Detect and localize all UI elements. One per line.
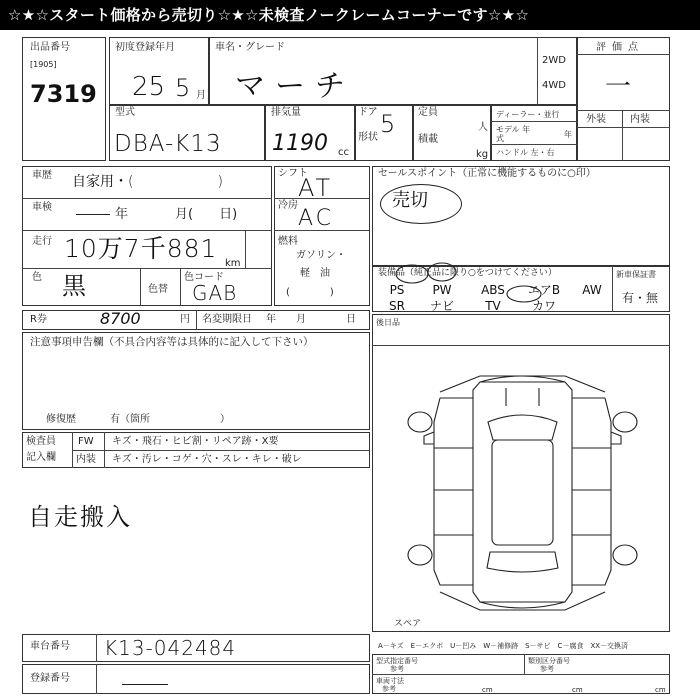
notes-label: 注意事項申告欄（不具合内容等は具体的に記入して下さい） <box>30 336 314 348</box>
history-line-2 <box>22 230 272 231</box>
inspector-label-1: 検査員 <box>26 436 56 447</box>
header-banner: ☆★☆スタート価格から売切り☆★☆未検査ノークレームコーナーです☆★☆ <box>0 0 700 30</box>
equip-item-abs: ABS <box>481 283 505 297</box>
date-day: 日 <box>346 314 356 325</box>
fw-items: キズ・飛石・ヒビ割・リペア跡・X要 <box>112 436 279 447</box>
color-divider-2 <box>180 268 181 306</box>
color-divider <box>140 268 141 306</box>
reg-num-box <box>22 664 370 694</box>
aircon-label: 冷房 <box>278 200 298 211</box>
equip-item-kawa: カワ <box>531 299 556 313</box>
date-month: 月 <box>296 314 306 325</box>
legend-class-ref: 参考 <box>540 665 554 673</box>
equip-item-ps: PS <box>389 283 405 297</box>
paint-label: 色替 <box>148 284 168 295</box>
lot-number: 7319 <box>30 80 97 108</box>
inspection-year: 年 <box>115 207 129 222</box>
year-unit: 年 <box>564 130 572 139</box>
fuel-diesel: 軽 油 <box>300 268 330 279</box>
fuel-other: ( ) <box>286 287 334 298</box>
history-label: 車歴 <box>32 170 52 181</box>
fuel-label: 燃料 <box>278 236 298 247</box>
mileage-value: 10万7千881 <box>64 234 218 263</box>
disp-value: 1190 <box>272 131 328 156</box>
legend-shape: 型式指定番号 <box>376 657 418 665</box>
door-label: ドア <box>358 107 378 118</box>
spare-label: スペア <box>394 619 422 629</box>
inspector-label-2: 記入欄 <box>26 452 56 463</box>
ext-label: 外装 <box>586 114 606 125</box>
inspection-label: 車検 <box>32 202 52 213</box>
repair-value: 有（箇所 ） <box>110 414 230 425</box>
load-label: 積載 <box>418 134 438 145</box>
color-code-value: GAB <box>192 281 238 305</box>
handle-label: ハンドル 左・右 <box>496 148 555 157</box>
chassis-value: K13-042484 <box>104 636 237 660</box>
mileage-label: 走行 <box>32 236 52 247</box>
chassis-divider <box>96 634 97 662</box>
equip-item-airbag: エアB <box>527 283 561 297</box>
legend-cm-1: cm <box>482 686 493 694</box>
drive-2wd: 2WD <box>542 55 566 66</box>
dealer-line <box>491 121 577 122</box>
inspection-month: 月( 日) <box>175 207 238 222</box>
recycle-value: 8700 <box>100 309 141 328</box>
nai-items: キズ・汚レ・コゲ・穴・スレ・キレ・破レ <box>112 454 302 465</box>
legend-dims: 車両寸法 <box>376 677 404 685</box>
legend-class: 類別区分番号 <box>528 657 570 665</box>
rear-label: 後日品 <box>376 318 400 327</box>
disp-label: 排気量 <box>271 107 301 118</box>
drive-divider <box>537 37 538 105</box>
sales-value: 売切 <box>392 190 428 211</box>
equip-item-pw: PW <box>432 283 452 297</box>
color-value: 黒 <box>62 272 86 300</box>
equip-item-tv: TV <box>485 299 501 313</box>
color-label: 色 <box>32 272 42 283</box>
cc-unit: cc <box>338 147 349 158</box>
date-year: 年 <box>266 314 276 325</box>
car-name: マーチ <box>235 69 355 104</box>
fw-label: FW <box>78 436 94 447</box>
rear-line <box>372 345 670 346</box>
legend-cm-2: cm <box>572 686 583 694</box>
legend-cm-3: cm <box>655 686 666 694</box>
shape-label: 形状 <box>358 132 378 143</box>
door-value: 5 <box>380 110 396 138</box>
name-label: 車名・グレード <box>215 42 285 53</box>
new-car-value: 有・無 <box>622 291 659 305</box>
model-label: 型式 <box>115 107 135 118</box>
km-divider <box>245 230 246 268</box>
inspection-dash <box>76 214 110 215</box>
drive-line-1 <box>274 198 370 199</box>
reg-num-divider <box>96 664 97 694</box>
equip-circles <box>372 256 612 312</box>
remarks-box <box>22 470 370 632</box>
dealer-label: ディーラー・並行 <box>496 110 560 119</box>
reg-num-label: 登録番号 <box>30 673 70 684</box>
recycle-label: R券 <box>30 314 47 325</box>
equipment-label: 装備品（純正品に限り○をつけてください） <box>378 268 557 278</box>
score-label: 評価点 <box>596 42 644 53</box>
legend-dims-ref: 参考 <box>382 685 396 693</box>
color-code-label: 色コード <box>184 272 224 283</box>
date-label: 名変期限日 <box>202 314 252 325</box>
legend-shape-ref: 参考 <box>390 665 404 673</box>
shift-label: シフト <box>278 168 308 179</box>
reg-year: 25 <box>132 72 166 102</box>
capacity-label: 定員 <box>418 107 438 118</box>
reg-num-scribble <box>122 684 168 685</box>
history-value: 自家用・( ) <box>72 174 223 190</box>
month-unit: 月 <box>196 90 206 101</box>
fuel-gas: ガソリン・ <box>296 250 346 261</box>
yen-unit: 円 <box>180 314 190 325</box>
score-line <box>577 54 670 55</box>
nai-label: 内装 <box>76 454 96 465</box>
inspector-mid <box>72 450 370 451</box>
legend-line <box>372 674 670 675</box>
history-line-1 <box>22 198 272 199</box>
drive-4wd: 4WD <box>542 80 566 91</box>
history-line-3 <box>22 268 272 269</box>
legend-divider <box>524 654 525 674</box>
lot-sub: [1905] <box>30 60 57 69</box>
new-car-label: 新車保証書 <box>616 270 656 279</box>
equip-item-aw: AW <box>582 283 602 297</box>
dealer-line-2 <box>491 144 577 145</box>
recycle-divider <box>196 310 197 330</box>
int-label: 内装 <box>630 114 650 125</box>
kg-unit: kg <box>476 149 489 160</box>
shift-value: AT <box>298 174 334 202</box>
reg-label: 初度登録年月 <box>115 42 175 53</box>
legend-text: A－キズ E－エクボ U－凹み W－補修跡 S－サビ C－腐食 XX－交換済 <box>378 642 629 650</box>
model-year-label: モデル 年式 <box>496 125 531 143</box>
sales-label: セールスポイント（正常に機能するものに○印） <box>378 168 596 179</box>
drive-line-2 <box>274 230 370 231</box>
car-diagram <box>400 370 645 615</box>
equip-item-sr: SR <box>389 299 405 313</box>
score-line-2 <box>577 110 670 111</box>
ext-int-divider <box>622 110 623 161</box>
model-value: DBA-K13 <box>114 131 222 157</box>
km-unit: km <box>225 258 241 269</box>
person-unit: 人 <box>478 122 488 133</box>
repair-label: 修復歴 <box>46 414 76 425</box>
lot-label: 出品番号 <box>30 42 70 53</box>
equip-item-navi: ナビ <box>429 299 454 313</box>
score-value: 一 <box>605 72 632 102</box>
ext-int-line <box>577 127 670 128</box>
reg-month: 5 <box>175 74 191 102</box>
chassis-label: 車台番号 <box>30 641 70 652</box>
aircon-value: AC <box>298 206 335 231</box>
remarks-value: 自走搬入 <box>28 503 132 531</box>
